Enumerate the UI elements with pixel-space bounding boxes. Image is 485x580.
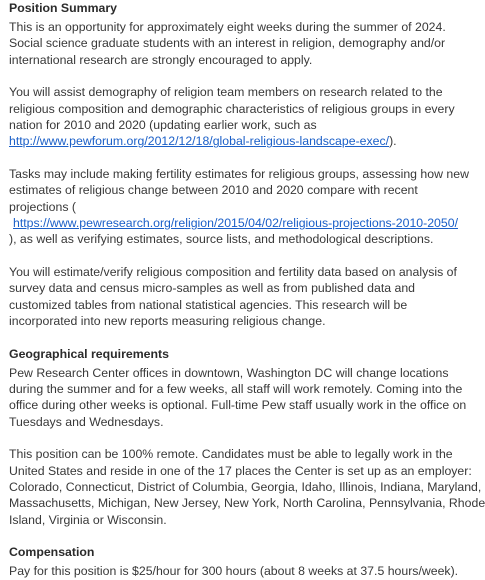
- text-line: You will estimate/verify religious composition and fertility data based on analysis of: [9, 264, 457, 279]
- text-line: [9, 133, 415, 149]
- text-line: survey data and census micro-samples as well as from published data and: [9, 281, 416, 296]
- text-line: Massachusetts, Michigan, New Jersey, New York, North Carolina, Pennsylvania, Rhode: [9, 496, 485, 511]
- text-line: [9, 215, 458, 231]
- summary-paragraph-4: [9, 264, 457, 330]
- text-line: during the summer and for a few weeks, all staff will work remotely. Coming into the: [9, 381, 463, 396]
- job-description: [9, 1, 485, 580]
- geographical-requirements-heading: Geographical requirements: [9, 346, 169, 361]
- text-line: Tasks may include making fertility estimates for religious groups, assessing how new: [9, 166, 469, 181]
- text-line: incorporated into new reports measuring religious change.: [9, 314, 326, 329]
- text-line: Pay for this position is $25/hour for 300 hours (about 8 weeks at 37.5 hours/week).: [9, 564, 459, 579]
- geo-paragraph-2: [9, 446, 485, 528]
- text-line: United States and reside in one of the 17 places the Center is set up as an employer:: [9, 463, 472, 478]
- global-religious-landscape-link[interactable]: http://www.pewforum.org/2012/12/18/global-religious-landscape-exec/: [9, 134, 390, 149]
- position-summary-heading: Position Summary: [9, 1, 117, 15]
- text-line: Pew Research Center offices in downtown, Washington DC will change locations: [9, 365, 449, 380]
- text-line: customized tables from national statistical agencies. This research will be: [9, 297, 408, 312]
- text-line: estimates of religious change between 2010 and 2020 compare with recent: [9, 183, 418, 198]
- summary-paragraph-3: [9, 166, 469, 248]
- text-line: religious composition and demographic characteristics of religious groups in every: [9, 101, 455, 116]
- compensation-paragraph: [9, 563, 459, 579]
- text-line: international research are strongly encouraged to apply.: [9, 52, 313, 67]
- text-line: Social science graduate students with an interest in religion, demography and/or: [9, 36, 446, 51]
- text-line: ), as well as verifying estimates, source lists, and methodological descriptions.: [9, 232, 434, 247]
- text-line: projections (: [9, 199, 76, 214]
- text-line: nation for 2010 and 2020 (updating earlier work, such as: [9, 118, 317, 133]
- text-fragment: ).: [389, 134, 397, 149]
- summary-paragraph-1: [9, 19, 446, 68]
- text-line: This position can be 100% remote. Candidates must be able to legally work in the: [9, 447, 453, 462]
- geo-paragraph-1: [9, 365, 467, 431]
- religious-projections-link[interactable]: https://www.pewresearch.org/religion/2015/04/02/religious-projections-2010-2050/: [13, 216, 458, 231]
- summary-paragraph-2: [9, 84, 455, 150]
- text-line: This is an opportunity for approximately eight weeks during the summer of 2024.: [9, 20, 446, 34]
- text-line: office during other weeks is optional. Full-time Pew staff usually work in the office on: [9, 398, 467, 413]
- text-line: You will assist demography of religion team members on research related to the: [9, 85, 443, 100]
- text-line: Colorado, Connecticut, District of Columbia, Georgia, Idaho, Illinois, Indiana, Maryland,: [9, 479, 482, 494]
- text-line: Tuesdays and Wednesdays.: [9, 414, 164, 429]
- text-line: Island, Virginia or Wisconsin.: [9, 512, 167, 527]
- compensation-heading: Compensation: [9, 545, 95, 560]
